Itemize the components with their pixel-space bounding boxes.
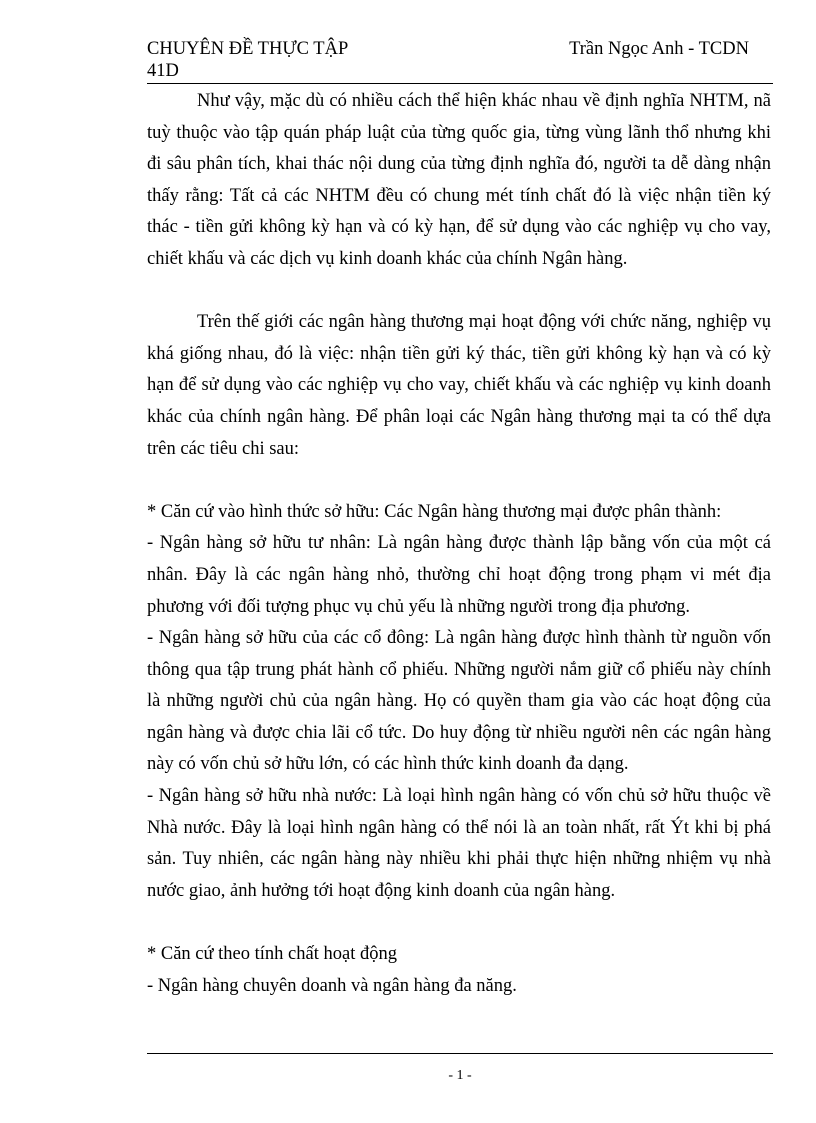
- page-number: - 1 -: [448, 1068, 472, 1083]
- header-divider: [147, 83, 773, 84]
- paragraph-spacer: [147, 276, 771, 308]
- list-item-shareholder-bank: - Ngân hàng sở hữu của các cổ đông: Là ngân hàng được hình thành từ nguồn vốn thông qua tập trung phát hành cổ phiếu. Những người nắm giữ cổ phiếu này chính là những người chủ của ngân hàng. Họ có quyền tham gia vào các hoạt động của ngân hàng và được chia lãi cổ tức. Do huy động từ nhiều người nên các ngân hàng này có vốn chủ sở hữu lớn, có các hình thức kinh doanh đa dạng.: [147, 628, 771, 775]
- paragraph-classification-intro: Trên thế giới các ngân hàng thương mại hoạt động với chức năng, nghiệp vụ khá giống nhau, đó là việc: nhận tiền gửi ký thác, tiền gửi không kỳ hạn và có kỳ hạn để sử dụng vào các nghiệp vụ cho vay, chiết khấu và các nghiệp vụ kinh doanh khác của chính ngân hàng. Để phân loại các Ngân hàng thương mại ta có thể dựa trên các tiêu chi sau:: [147, 312, 771, 459]
- heading-activity-criteria: * Căn cứ theo tính chất hoạt động: [147, 944, 397, 965]
- page-header: [147, 38, 773, 82]
- footer-divider: [147, 1053, 773, 1054]
- header-title-line1: CHUYÊN ĐỀ THỰC TẬP: [147, 39, 349, 59]
- header-title-line2: 41D: [147, 61, 179, 81]
- paragraph-ntm-definition: Như vậy, mặc dù có nhiều cách thể hiện khác nhau về định nghĩa NHTM, nã tuỳ thuộc vào tập quán pháp luật của từng quốc gia, từng vùng lãnh thổ nhưng khi đi sâu phân tích, khai thác nội dung của từng định nghĩa đó, người ta dễ dàng nhận thấy rằng: Tất cả các NHTM đều có chung mét tính chất đó là việc nhận tiền ký thác - tiền gửi không kỳ hạn và có kỳ hạn, để sử dụng vào các nghiệp vụ cho vay, chiết khấu và các dịch vụ kinh doanh khác của chính Ngân hàng.: [147, 91, 771, 269]
- header-title: [147, 38, 407, 82]
- document-body: [147, 86, 771, 1002]
- list-item-specialized-universal-bank: - Ngân hàng chuyên doanh và ngân hàng đa năng.: [147, 975, 517, 996]
- list-item-state-bank: - Ngân hàng sở hữu nhà nước: Là loại hình ngân hàng có vốn chủ sở hữu thuộc về Nhà nước. Đây là loại hình ngân hàng có thể nói là an toàn nhất, rất Ýt khi bị phá sản. Tuy nhiên, các ngân hàng này nhiều khi phải thực hiện những nhiệm vụ nhà nước giao, ảnh hưởng tới hoạt động kinh doanh của ngân hàng.: [147, 786, 771, 901]
- paragraph-spacer: [147, 907, 771, 939]
- list-item-private-bank: - Ngân hàng sở hữu tư nhân: Là ngân hàng được thành lập bằng vốn của một cá nhân. Đây là các ngân hàng nhỏ, thường chỉ hoạt động trong phạm vi mét địa phương với đối tượng phục vụ chủ yếu là những người trong địa phương.: [147, 533, 771, 617]
- heading-ownership-criteria: * Căn cứ vào hình thức sở hữu: Các Ngân hàng thương mại được phân thành:: [147, 501, 722, 522]
- paragraph-spacer: [147, 465, 771, 497]
- header-author: Trần Ngọc Anh - TCDN: [569, 39, 749, 59]
